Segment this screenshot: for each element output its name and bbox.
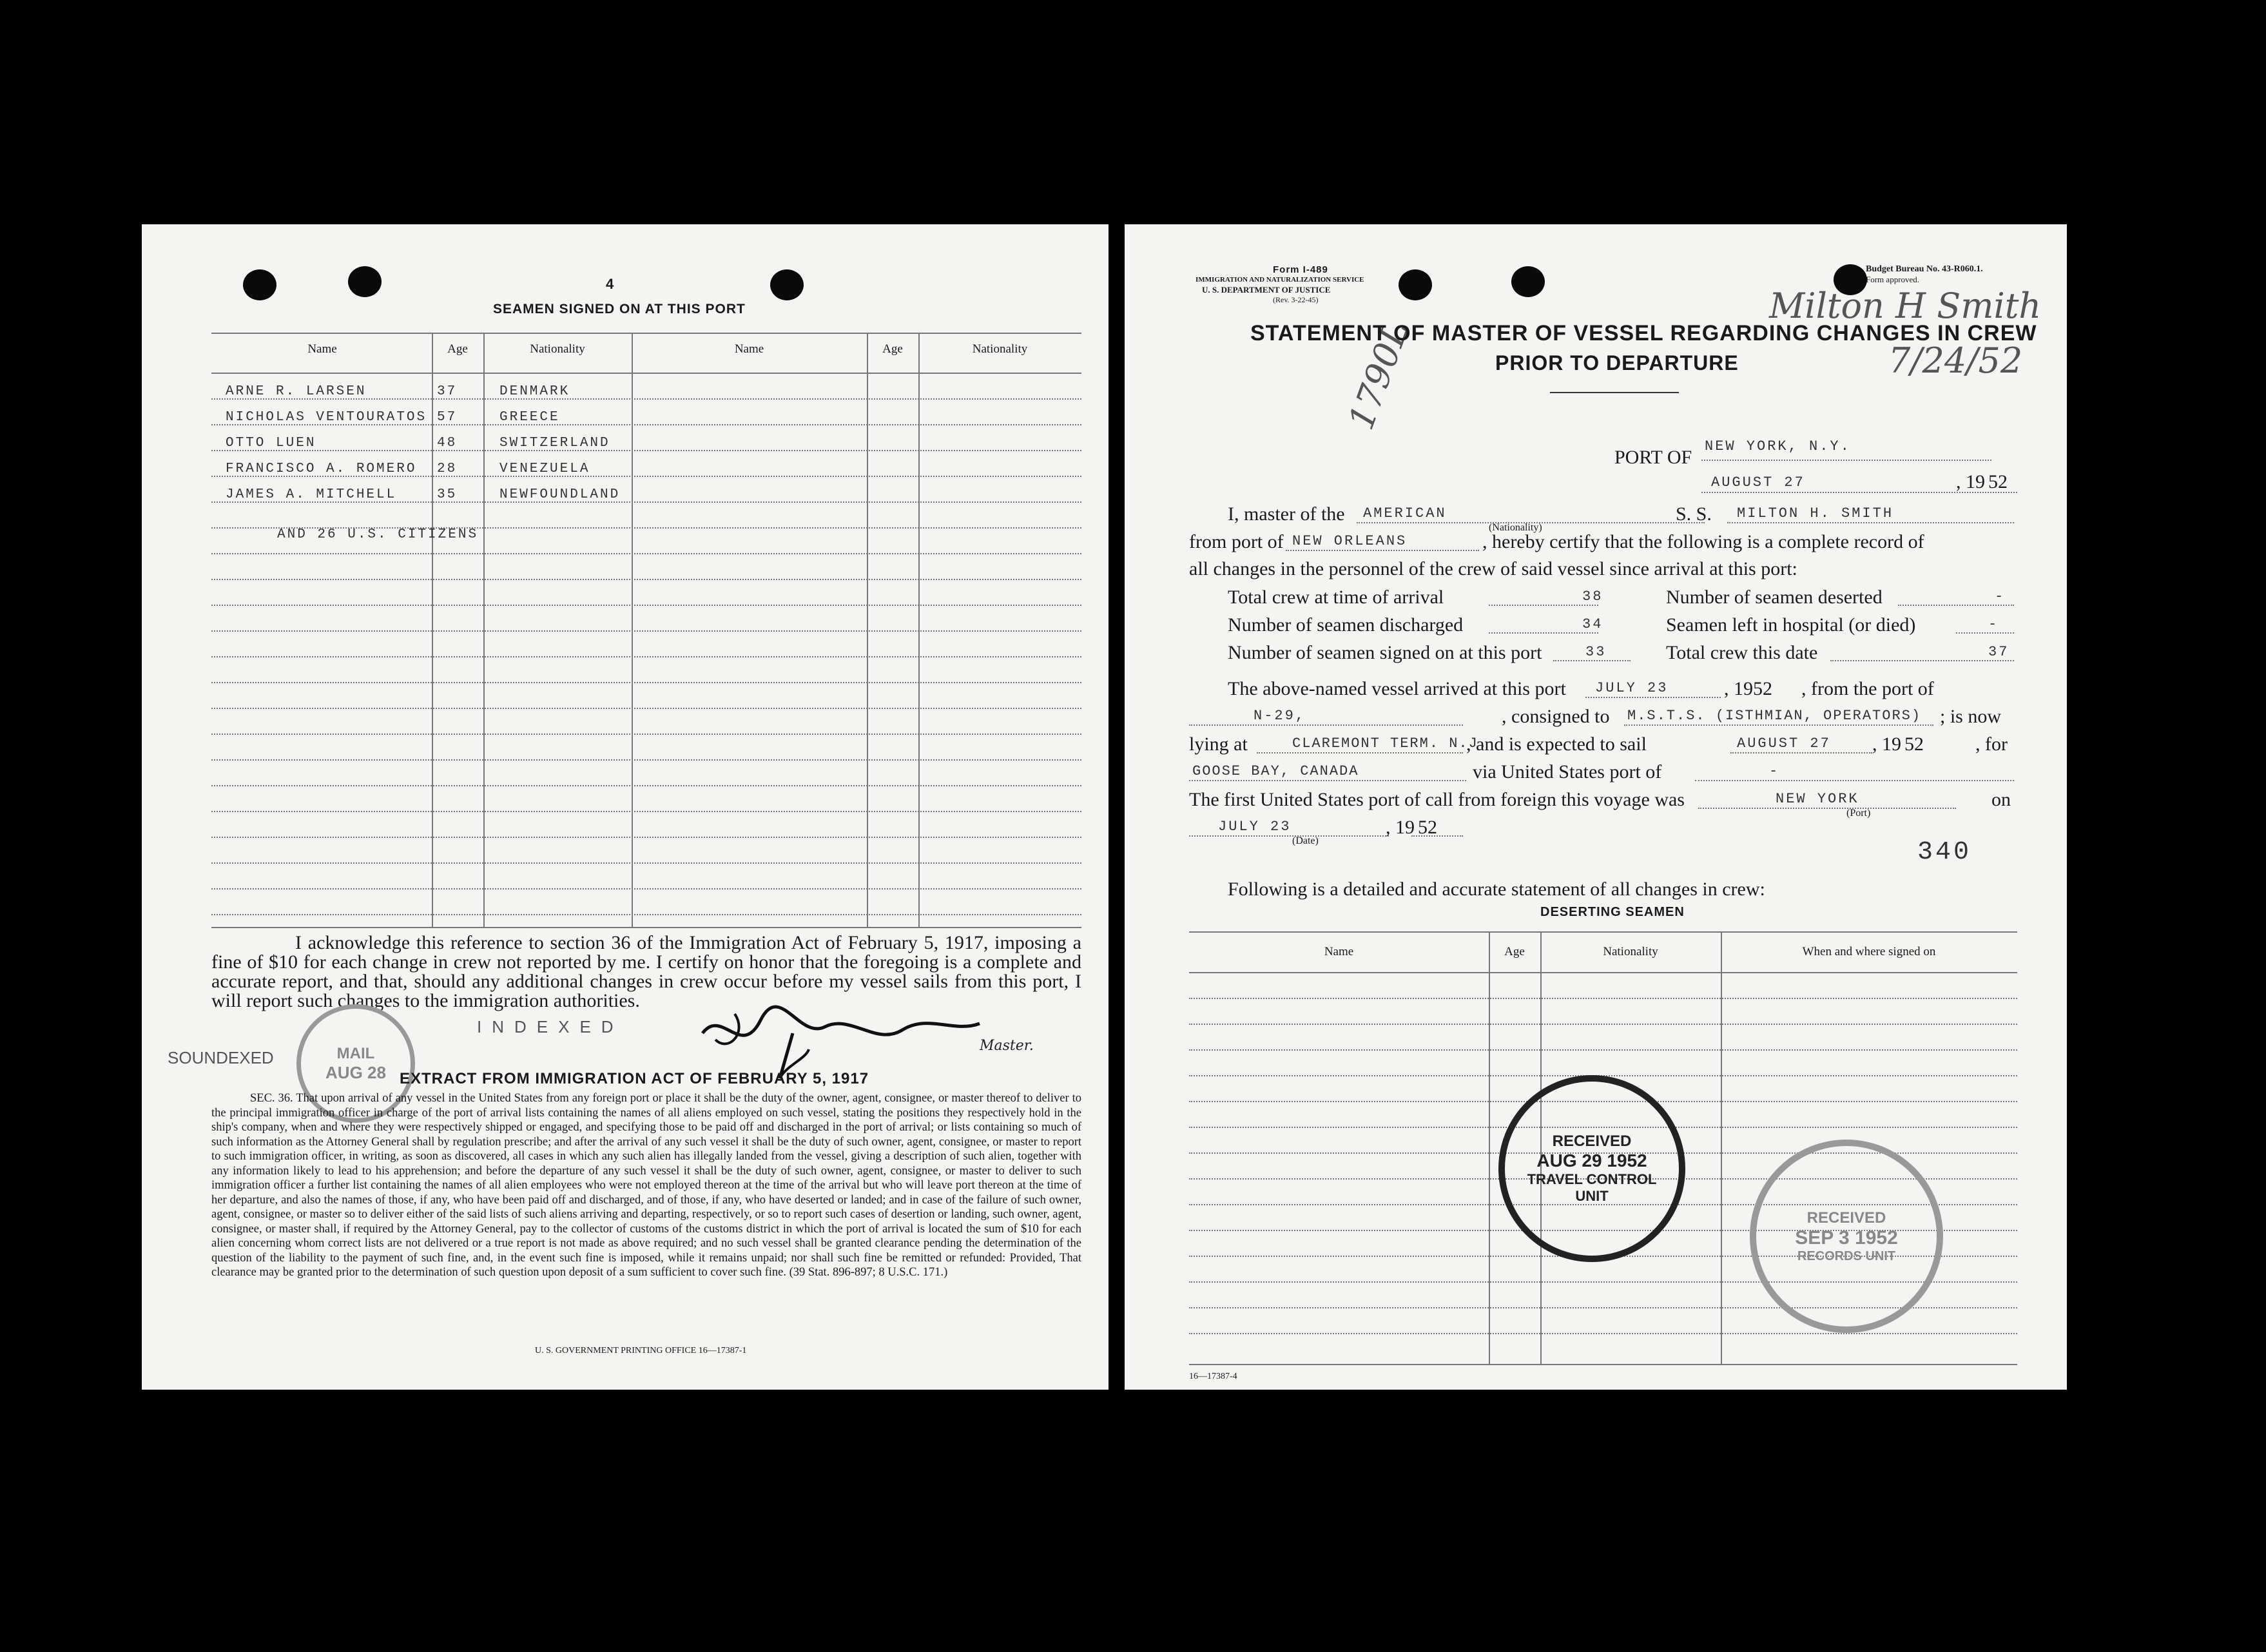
first-year: 52 [1418, 817, 1437, 838]
travel-control-received-stamp: RECEIVED AUG 29 1952 TRAVEL CONTROL UNIT [1498, 1075, 1685, 1262]
stat-deserted: - [1995, 588, 2006, 605]
via-value: - [1769, 763, 1780, 779]
column-header-age: Age [882, 342, 903, 356]
master-label: Master. [980, 1038, 1034, 1054]
column-header-signed-on: When and where signed on [1802, 945, 1936, 958]
margin-note: 1790L [1341, 316, 1417, 435]
destination-value: GOOSE BAY, CANADA [1192, 763, 1359, 779]
records-unit-received-stamp: RECEIVED SEP 3 1952 RECORDS UNIT [1750, 1140, 1943, 1333]
for-label: , for [1975, 734, 2008, 755]
stat-label: Total crew at time of arrival [1228, 587, 1444, 608]
extract-title: EXTRACT FROM IMMIGRATION ACT OF FEBRUARY 5, 1917 [400, 1070, 869, 1087]
certify-text: , hereby certify that the following is a complete record of [1482, 531, 1924, 552]
mail-received-stamp: MAIL AUG 28 [296, 1004, 415, 1123]
seaman-name: ARNE R. LARSEN [226, 384, 367, 399]
arrived-text: The above-named vessel arrived at this port [1228, 678, 1566, 699]
column-header-nationality: Nationality [530, 342, 585, 356]
seaman-age: 37 [437, 384, 458, 399]
from-port-value: NEW ORLEANS [1292, 533, 1408, 549]
seaman-nationality: NEWFOUNDLAND [499, 487, 621, 502]
seaman-age: 57 [437, 410, 458, 425]
column-header-age: Age [447, 342, 468, 356]
seaman-name: NICHOLAS VENTOURATOS [226, 410, 427, 425]
consigned-value: M.S.T.S. (ISTHMIAN, OPERATORS) [1627, 708, 1922, 724]
certify-text-2: all changes in the personnel of the crew of said vessel since arrival at this port: [1189, 558, 1797, 579]
ss-label: S. S. [1676, 503, 1712, 525]
seaman-name: FRANCISCO A. ROMERO [226, 462, 417, 476]
budget-line: Budget Bureau No. 43-R060.1. [1866, 264, 1983, 274]
port-caption: (Port) [1846, 808, 1871, 819]
seaman-age: 35 [437, 487, 458, 502]
column-header-name: Name [307, 342, 337, 356]
year-value: 52 [1988, 471, 2008, 492]
consigned-label: , consigned to [1502, 706, 1610, 727]
column-header-nationality: Nationality [1603, 945, 1658, 958]
seaman-nationality: SWITZERLAND [499, 436, 610, 451]
seaman-age: 28 [437, 462, 458, 476]
seaman-name: OTTO LUEN [226, 436, 316, 451]
section-title: SEAMEN SIGNED ON AT THIS PORT [493, 302, 746, 316]
agency-line: IMMIGRATION AND NATURALIZATION SERVICE [1196, 276, 1364, 284]
year-prefix: , 19 [1956, 471, 1985, 492]
nationality-caption: (Nationality) [1489, 522, 1542, 533]
stat-total-crew-arrival: 38 [1582, 588, 1603, 605]
expected-label: , and is expected to sail [1466, 734, 1647, 755]
handwritten-date: 7/24/52 [1888, 340, 2023, 381]
agency-line: U. S. DEPARTMENT OF JUSTICE [1202, 285, 1331, 295]
lying-value: CLAREMONT TERM. N.J. [1292, 735, 1489, 752]
stat-hospital: - [1988, 616, 1999, 632]
left-page [142, 224, 1109, 1390]
printer-line: U. S. GOVERNMENT PRINTING OFFICE 16—17387-1 [535, 1346, 747, 1356]
lying-label: lying at [1189, 734, 1248, 755]
stat-label: Number of seamen signed on at this port [1228, 642, 1542, 663]
nationality-value: AMERICAN [1363, 505, 1447, 521]
handwritten-signature: Milton H Smith [1769, 286, 2042, 326]
stat-label: Seamen left in hospital (or died) [1666, 614, 1916, 636]
extract-text: SEC. 36. That upon arrival of any vessel in the United States from any foreign port or place it shall be the duty of the owner, agent, consignee, or master thereof to deliver to the principal immigration officer in charge of the port of arrival lists containing the names of all aliens employed on such vessel, stating the positions they respectively hold in the ship's company, when and where they were respectively shipped or engaged, and specifying those to be paid off and discharged in the port of arrival; or lists containing so much of such information as the Attorney General shall by regulation prescribe; and after the arrival of any such vessel it shall be the duty of such owner, agent, consignee, or master to report to such immigration officer, in writing, as soon as discovered, all cases in which any such alien has illegally landed from the vessel, giving a description of such alien, together with any information likely to lead to his apprehension; and before the departure of any such vessel it shall be the duty of such owner, agent, consignee, or master to deliver to such immigration officer a further list containing the names of all alien employees who were not employed thereon at the time of the arrival but who will leave port thereon at the time of her departure, and also the names of those, if any, who have been paid off and discharged, and of those, if any, who have deserted or landed; and in case of the failure of such owner, agent, consignee, or master so to deliver either of the said lists of such aliens arriving and departing, respectively, or so to report such cases of desertion or landing, such owner, agent, consignee, or master shall, if required by the Attorney General, pay to the collector of customs of the customs district in which the port of arrival is located the sum of $10 for each alien concerning whom correct lists are not delivered or a true report is not made as above required; and no such vessel shall be granted clearance pending the determination of the question of the liability to the payment of such fine, and, in the event such fine is imposed, while it remains unpaid; nor shall such fine be remitted or refunded: Provided, That clearance may be granted prior to the determination of such question upon deposit of a sum sufficient to cover such fine. (39 Stat. 896-897; 8 U.S.C. 171.) [211, 1092, 1081, 1279]
agency-line: (Rev. 3-22-45) [1273, 295, 1319, 304]
column-header-name: Name [734, 342, 764, 356]
seaman-name: JAMES A. MITCHELL [226, 487, 397, 502]
citizens-note: AND 26 U.S. CITIZENS [277, 527, 479, 542]
column-header-name: Name [1324, 945, 1354, 958]
number-340: 340 [1917, 838, 1972, 867]
punch-hole-icon [1399, 269, 1432, 300]
form-number: Form I-489 [1273, 264, 1328, 275]
indexed-stamp: INDEXED [477, 1017, 624, 1036]
on-label: on [1991, 789, 2011, 810]
acknowledgement-text: I acknowledge this reference to section 36 of the Immigration Act of February 5, 1917, imposing a fine of $10 for each change in crew not reported by me. I certify on honor that the foregoing is a complete and accurate report, and that, should any additional changes in crew occur before my vessel sails from this port, I will report such changes to the immigration authorities. [211, 932, 1081, 1011]
seaman-nationality: GREECE [499, 410, 560, 425]
stat-signed-on: 33 [1585, 644, 1607, 660]
seaman-nationality: DENMARK [499, 384, 570, 399]
stat-total-this-date: 37 [1988, 644, 2009, 660]
punch-hole-icon [348, 266, 382, 297]
first-date-value: JULY 23 [1218, 819, 1292, 835]
soundexed-stamp: SOUNDEXED [168, 1048, 274, 1067]
is-now: ; is now [1940, 706, 2002, 727]
punch-hole-icon [770, 269, 804, 300]
form-title: STATEMENT OF MASTER OF VESSEL REGARDING CHANGES IN CREW [1250, 321, 2037, 345]
sail-year: 52 [1904, 734, 1924, 755]
punch-hole-icon [1511, 266, 1545, 297]
from-port-label: from port of [1189, 531, 1284, 552]
from-port-of: , from the port of [1801, 678, 1934, 699]
port-value: NEW YORK, N.Y. [1705, 438, 1851, 454]
form-subtitle: PRIOR TO DEPARTURE [1495, 351, 1739, 374]
sail-value: AUGUST 27 [1737, 735, 1831, 752]
via-label: via United States port of [1473, 761, 1662, 782]
port-label: PORT OF [1614, 447, 1692, 468]
seaman-nationality: VENEZUELA [499, 462, 590, 476]
date-value: AUGUST 27 [1711, 474, 1805, 491]
column-header-age: Age [1504, 945, 1525, 958]
column-header-nationality: Nationality [972, 342, 1028, 356]
printer-line: 16—17387-4 [1189, 1372, 1237, 1381]
master-label: I, master of the [1228, 503, 1345, 525]
page-number: 4 [606, 276, 615, 292]
arrived-value: JULY 23 [1595, 680, 1669, 696]
right-page [1125, 224, 2067, 1390]
stat-discharged: 34 [1582, 616, 1603, 632]
stat-label: Number of seamen deserted [1666, 587, 1883, 608]
sail-year-prefix: , 19 [1872, 734, 1901, 755]
budget-line: Form approved. [1866, 275, 1920, 284]
punch-hole-icon [243, 269, 276, 300]
first-port-label: The first United States port of call from foreign this voyage was [1189, 789, 1685, 810]
arrived-year: , 1952 [1724, 678, 1772, 699]
stat-label: Total crew this date [1666, 642, 1818, 663]
date-caption: (Date) [1292, 835, 1319, 846]
stat-label: Number of seamen discharged [1228, 614, 1464, 636]
first-port-value: NEW YORK [1776, 791, 1859, 807]
following-text: Following is a detailed and accurate statement of all changes in crew: [1228, 879, 1765, 900]
origin-value: N-29, [1254, 708, 1306, 724]
first-year-prefix: , 19 [1386, 817, 1415, 838]
seaman-age: 48 [437, 436, 458, 451]
vessel-value: MILTON H. SMITH [1737, 505, 1894, 521]
deserting-title: DESERTING SEAMEN [1540, 905, 1685, 919]
